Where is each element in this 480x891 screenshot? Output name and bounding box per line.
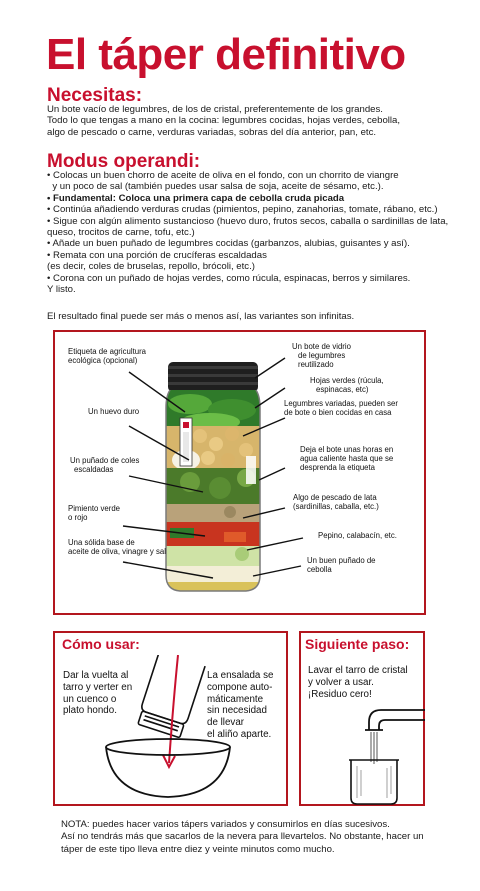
label-eco: Etiqueta de agricultura ecológica (opcional) (68, 347, 147, 366)
needs-line: Un bote vacío de legumbres, de los de cristal, preferentemente de los grandes. (47, 104, 383, 115)
how-to-right-text: La ensalada se compone auto- máticamente sin necesidad de llevar el aliño aparte. (207, 670, 274, 740)
method-text (47, 170, 448, 295)
tilted-jar-lid (138, 711, 184, 738)
method-line: • Corona con un puñado de hojas verdes, como rúcula, espinacas, berros y similares. (47, 272, 411, 284)
method-line: • Añade un buen puñado de legumbres cocidas (garbanzos, alubias, guisantes y así). (47, 238, 410, 250)
needs-line: algo de pescado o carne, verduras variadas, sobras del día anterior, pan, etc. (47, 126, 377, 138)
method-line: y un poco de sal (también puedes usar salsa de soja, aceite de sésamo, etc.). (47, 181, 384, 193)
next-step-text: Lavar el tarro de cristal y volver a usar. ¡Residuo cero! (308, 665, 408, 700)
label-fish: Algo de pescado de lata (sardinillas, caballa, etc.) (293, 493, 379, 512)
label-leaves: Hojas verdes (rúcula, espinacas, etc) (310, 376, 384, 395)
method-line: • Remata con una porción de crucíferas escaldadas (47, 249, 267, 261)
method-heading: Modus operandi: (47, 151, 201, 172)
method-line: Y listo. (47, 284, 76, 296)
how-to-left-text: Dar la vuelta al tarro y verter en un cuenco o plato hondo. (63, 670, 133, 717)
how-to-heading: Cómo usar: (62, 636, 140, 652)
needs-line: Todo lo que tengas a mano en la cocina: legumbres cocidas, hojas verdes, cebolla, (47, 115, 401, 127)
label-pepper: Pimiento verde o rojo (68, 504, 121, 523)
bowl-icon (106, 739, 230, 797)
final-note: El resultado final puede ser más o menos así, las variantes son infinitas. (47, 311, 355, 322)
label-onion: Un buen puñado de cebolla (307, 556, 376, 575)
needs-heading: Necesitas: (47, 85, 143, 106)
method-line: • Sigue con algún alimento sustancioso (huevo duro, frutos secos, caballa o sardinillas de lata, (47, 215, 449, 227)
pour-arrow (169, 655, 178, 763)
note-text: NOTA: puedes hacer varios tápers variados y consumirlos en días sucesivos. Así no tendrás más que sacarlos de la nevera para llevartelos. No obstante, hacer un táper de este tipo lleva entre diez y veinte minutos como mucho. (61, 819, 424, 855)
label-egg: Un huevo duro (88, 407, 140, 416)
next-step-heading: Siguiente paso: (305, 636, 410, 652)
page-title: El táper definitivo (46, 30, 406, 79)
faucet-illustration (299, 700, 425, 806)
label-soak: Deja el bote unas horas en agua caliente hasta que se desprenda la etiqueta (300, 445, 394, 473)
label-cabbage: Un puñado de coles escaldadas (70, 456, 140, 475)
label-cucumber: Pepino, calabacín, etc. (318, 531, 397, 540)
method-line: • Colocas un buen chorro de aceite de oliva en el fondo, con un chorrito de viangre (47, 170, 399, 181)
label-jar: Un bote de vidrio de legumbres reutilizado (292, 342, 351, 370)
method-line: queso, trocitos de carne, tofu, etc.) (47, 227, 195, 239)
label-oil: Una sólida base de aceite de oliva, vinagre y sal (68, 538, 166, 557)
method-line: (es decir, coles de bruselas, repollo, brócoli, etc.) (47, 261, 255, 273)
needs-text (47, 104, 400, 138)
glass-jar-icon (349, 760, 399, 804)
label-legumes: Legumbres variadas, pueden ser de bote o bien cocidas en casa (284, 399, 398, 418)
method-line: • Continúa añadiendo verduras crudas (pimientos, pepino, zanahorias, tomate, rábano, etc.) (47, 204, 438, 216)
method-line-key: • Fundamental: Coloca una primera capa de cebolla cruda picada (47, 192, 345, 204)
